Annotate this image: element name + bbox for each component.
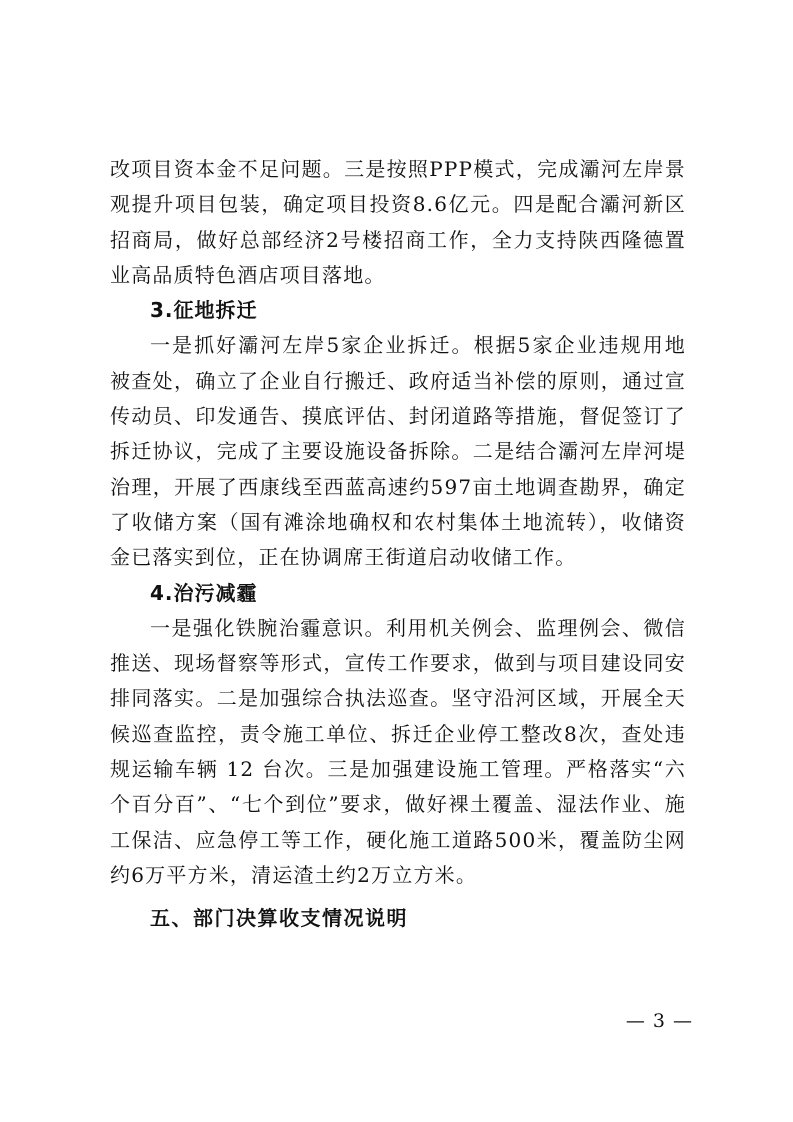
section-heading-budget: 五、部门决算收支情况说明	[150, 906, 408, 931]
section-heading-land-acquisition: 3.征地拆迁	[150, 298, 258, 323]
page-number: — 3 —	[625, 1010, 693, 1032]
section-heading-pollution-control: 4.治污减霾	[150, 580, 258, 605]
section-body-land-acquisition: 一是抓好灞河左岸5家企业拆迁。根据5家企业违规用地被查处，确立了企业自行搬迁、政府适当补偿的原则，通过宣传动员、印发通告、摸底评估、封闭道路等措施，督促签订了拆迁协议，完成了主要设施设备拆除。二是结合灞河左岸河堤治理，开展了西康线至西蓝高速约597亩土地调查勘界，确定了收储方案（国有滩涂地确权和农村集体土地流转），收储资金已落实到位，正在协调席王街道启动收储工作。	[110, 333, 686, 570]
section-body-pollution-control: 一是强化铁腕治霾意识。利用机关例会、监理例会、微信推送、现场督察等形式，宣传工作要求，做到与项目建设同安排同落实。二是加强综合执法巡查。坚守沿河区域，开展全天候巡查监控，责令施工单位、拆迁企业停工整改8次，查处违规运输车辆 12 台次。三是加强建设施工管理。严格落实“六个百分百”、“七个到位”要求，做好裸土覆盖、湿法作业、施工保洁、应急停工等工作，硬化施工道路500米，覆盖防尘网约6万平方米，清运渣土约2万立方米。	[110, 615, 686, 887]
document-body	[110, 152, 686, 937]
intro-paragraph: 改项目资本金不足问题。三是按照PPP模式，完成灞河左岸景观提升项目包装，确定项目投资8.6亿元。四是配合灞河新区招商局，做好总部经济2号楼招商工作，全力支持陕西隆德置业高品质特色酒店项目落地。	[110, 157, 686, 287]
